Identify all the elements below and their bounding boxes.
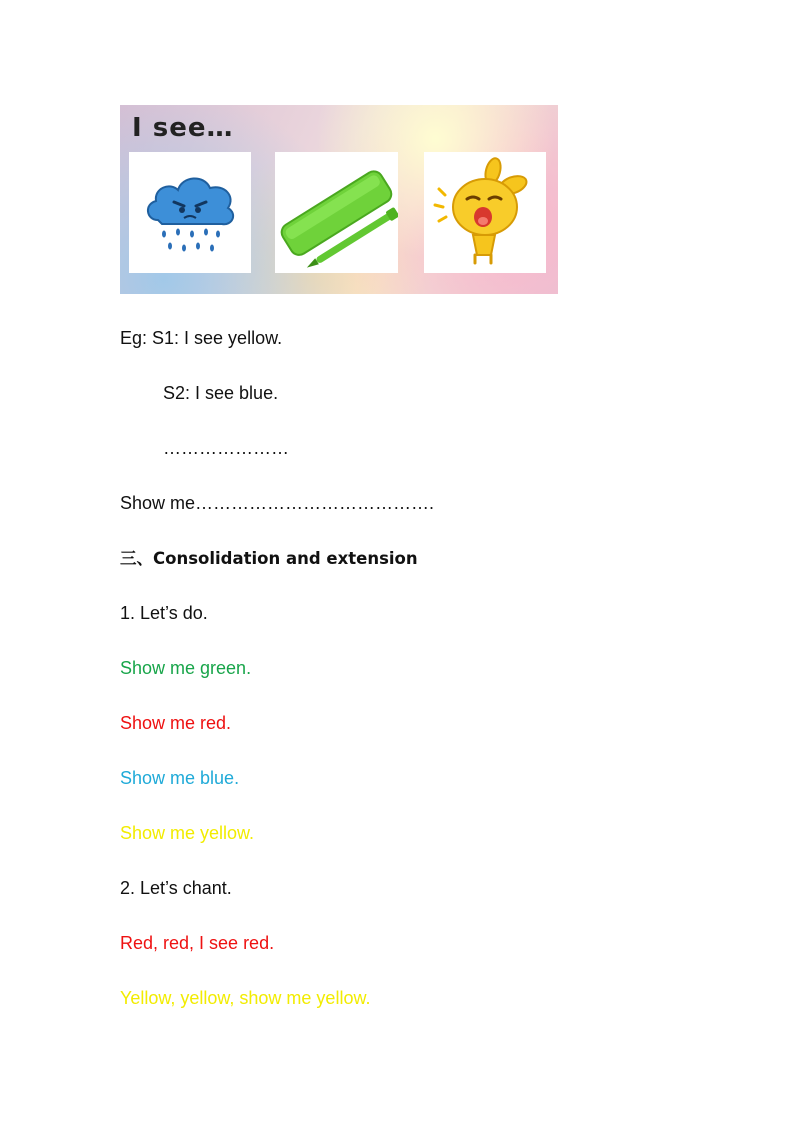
lets-do-item-yellow: Show me yellow. (120, 823, 255, 843)
green-pencil-case-icon (275, 152, 398, 273)
i-see-banner (120, 105, 558, 294)
lets-do-item-blue: Show me blue. (120, 768, 240, 788)
cloud-picture (129, 152, 251, 273)
lets-do-item-red: Show me red. (120, 713, 232, 733)
chant-line-yellow: Yellow, yellow, show me yellow. (120, 988, 371, 1008)
banner-title: I see… (132, 113, 234, 143)
lets-chant-title: 2. Let’s chant. (120, 878, 232, 898)
show-me-line: Show me…………………………………. (120, 493, 435, 513)
crying-rabbit-icon (425, 155, 545, 270)
example-ellipsis: ………………… (163, 438, 289, 458)
lets-do-title: 1. Let’s do. (120, 603, 208, 623)
section-heading: 三、Consolidation and extension (120, 549, 418, 568)
rabbit-picture (424, 152, 546, 273)
lets-do-item-green: Show me green. (120, 658, 252, 678)
pencil-case-picture (275, 152, 398, 273)
example-line-1: Eg: S1: I see yellow. (120, 328, 283, 348)
example-line-2: S2: I see blue. (163, 383, 279, 403)
raining-cloud-icon (140, 168, 240, 258)
chant-line-red: Red, red, I see red. (120, 933, 275, 953)
